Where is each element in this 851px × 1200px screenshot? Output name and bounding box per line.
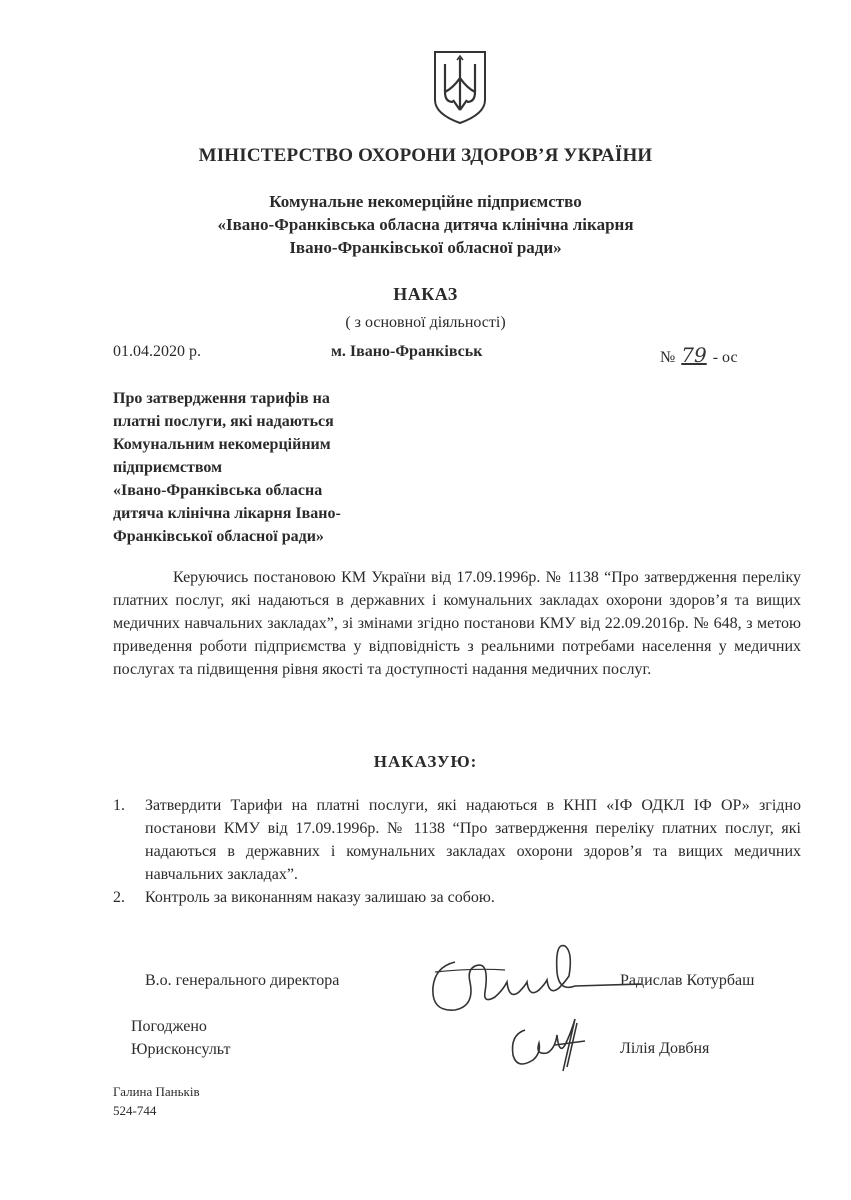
decree-item [113,886,801,909]
subject-line: платні послуги, які надаються [113,413,334,430]
org-line: «Івано-Франківська обласна дитяча клінічна лікарня [217,215,634,234]
subject-line: Франківської обласної ради» [113,528,324,545]
director-name: Радислав Котурбаш [620,972,755,989]
order-subject [113,387,413,548]
subject-line: Про затвердження тарифів на [113,390,330,407]
lawyer-name: Лілія Довбня [620,1040,710,1057]
agreed-block [131,1015,230,1061]
decree-items [113,794,801,909]
executor-info [113,1082,200,1120]
order-date: 01.04.2020 р. [113,343,201,360]
item-number: 1. [113,797,125,814]
subject-line: Комунальним некомерційним [113,436,331,453]
subject-line: підприємством [113,459,222,476]
number-prefix: № [660,349,676,366]
lawyer-signature-icon [505,1015,595,1075]
item-text: Затвердити Тарифи на платні послуги, які надаються в КНП «ІФ ОДКЛ ІФ ОР» згідно постанови КМУ від 17.09.1996р. № 1138 “Про затвердження переліку платних послуг, які надаються в державних і комунальних закладах охорони здоров’я та вищих медичних навчальних закладах”. [145,797,801,883]
preamble-paragraph: Керуючись постановою КМ України від 17.09.1996р. № 1138 “Про затвердження переліку платних послуг, які надаються в державних і комунальних закладах охорони здоров’я та вищих медичних навчальних закладах”, зі змінами згідно постанови КМУ від 22.09.2016р. № 648, з метою приведення роботи підприємства у відповідність з реальними потребами населення у медичних послугах та підвищення рівня якості та доступності надання медичних послуг. [113,569,801,678]
number-value: 79 [681,343,707,367]
order-number [660,343,738,367]
director-position: В.о. генерального директора [145,972,340,989]
org-line: Комунальне некомерційне підприємство [269,192,582,211]
executor-phone: 524-744 [113,1103,157,1118]
order-city: м. Івано-Франківськ [331,343,483,360]
agreed-position: Юрисконсульт [131,1041,231,1058]
executor-name: Галина Паньків [113,1084,200,1099]
subject-line: дитяча клінічна лікарня Івано- [113,505,341,522]
ministry-name: МІНІСТЕРСТВО ОХОРОНИ ЗДОРОВ’Я УКРАЇНИ [198,145,653,166]
order-subtitle: ( з основної діяльності) [345,314,506,331]
item-text: Контроль за виконанням наказу залишаю за собою. [145,889,495,906]
organization-name [0,190,851,259]
decree-heading: НАКАЗУЮ: [373,752,478,771]
subject-line: «Івано-Франківська обласна [113,482,323,499]
decree-item [113,794,801,886]
org-line: Івано-Франківської обласної ради» [289,238,562,257]
number-suffix: - ос [712,349,738,366]
agreed-label: Погоджено [131,1018,207,1035]
item-number: 2. [113,889,125,906]
trident-coat-of-arms-icon [431,48,489,126]
order-title: НАКАЗ [393,284,458,304]
